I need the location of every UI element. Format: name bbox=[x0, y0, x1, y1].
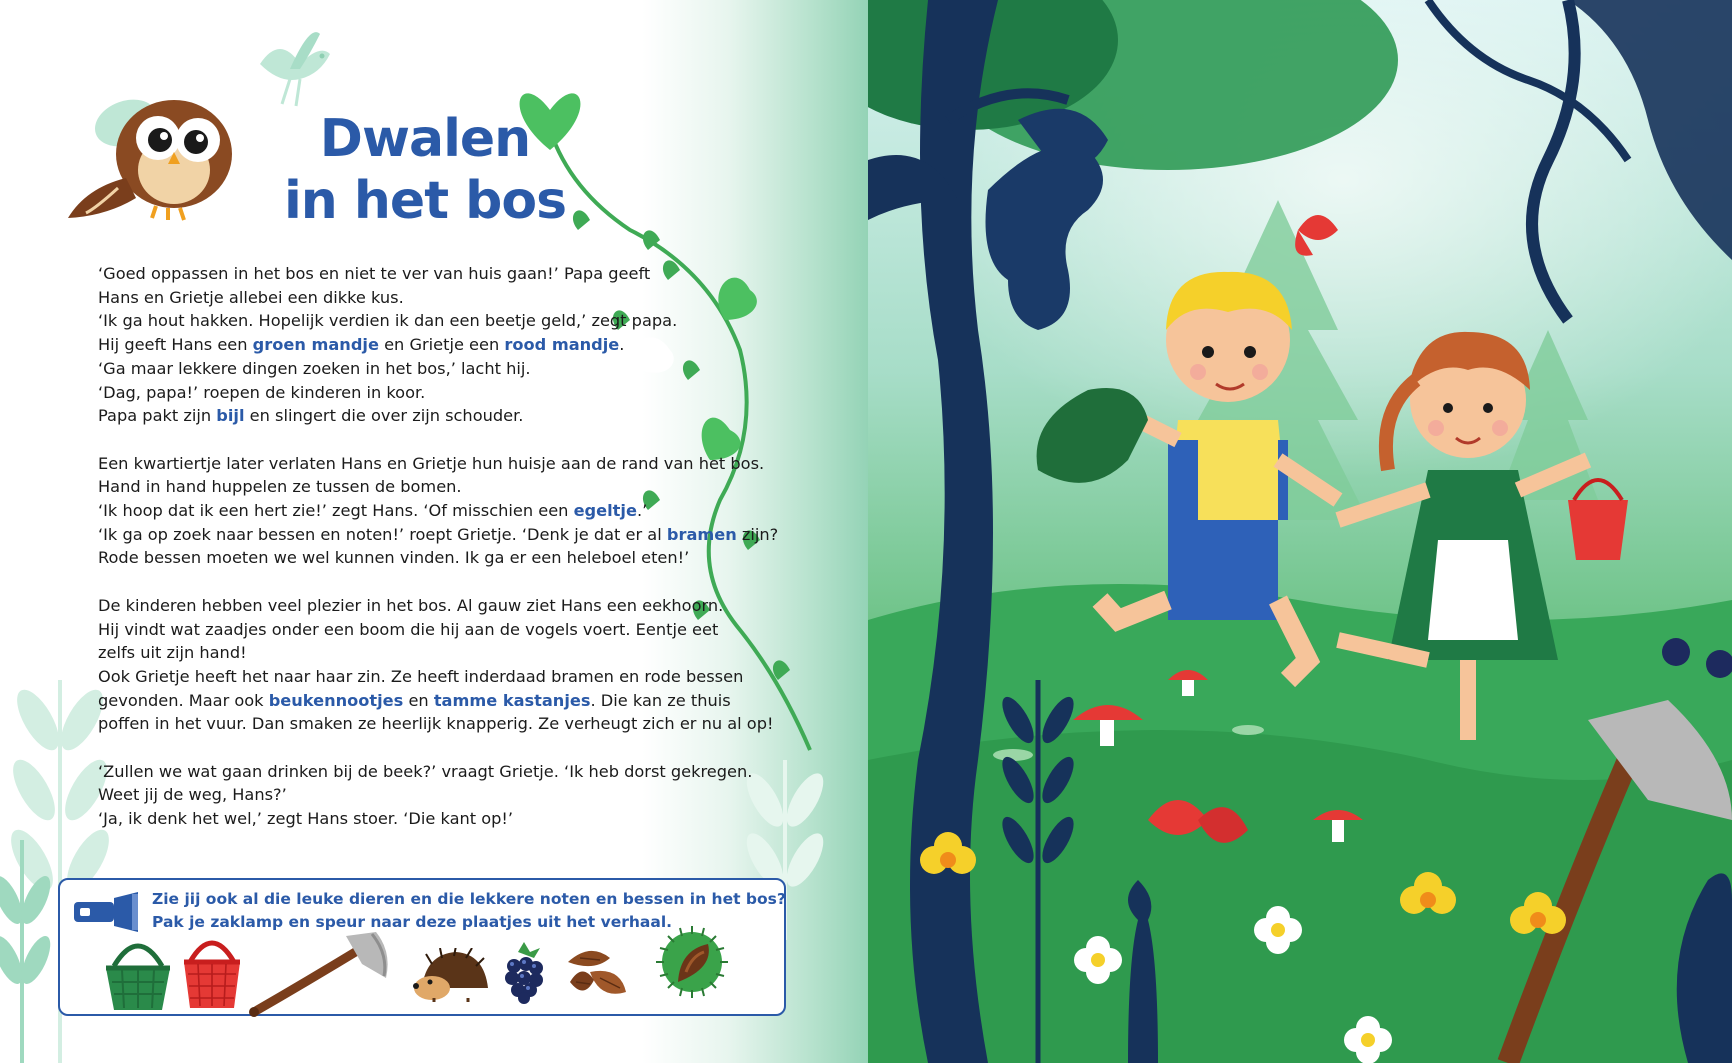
story-highlight-word: rood mandje bbox=[504, 335, 620, 355]
red-basket-icon bbox=[182, 930, 242, 1012]
story-text bbox=[98, 262, 788, 855]
story-text-segment: . bbox=[619, 335, 625, 355]
story-line bbox=[98, 689, 788, 713]
story-line: ‘Ga maar lekkere dingen zoeken in het bos,’ lacht hij. bbox=[98, 358, 531, 378]
blackberry-icon bbox=[502, 940, 546, 1004]
story-line: De kinderen hebben veel plezier in het bos. Al gauw ziet Hans een eekhoorn. bbox=[98, 595, 724, 615]
story-highlight-word: bijl bbox=[216, 406, 245, 426]
story-paragraph bbox=[98, 760, 788, 831]
story-line: Een kwartiertje later verlaten Hans en Grietje hun huisje aan de rand van het bos. bbox=[98, 453, 765, 473]
hedgehog-icon bbox=[412, 948, 490, 1004]
story-text-segment: Hij geeft Hans een bbox=[98, 335, 253, 355]
story-line: poffen in het vuur. Dan smaken ze heerlijk knapperig. Ze verheugt zich er nu al op! bbox=[98, 714, 774, 734]
story-text-segment: en slingert die over zijn schouder. bbox=[244, 406, 524, 426]
story-line bbox=[98, 333, 788, 357]
story-line: Hij vindt wat zaadjes onder een boom die hij aan de vogels voert. Eentje eet bbox=[98, 619, 719, 639]
story-line: ‘Ik ga hout hakken. Hopelijk verdien ik dan een beetje geld,’ zegt papa. bbox=[98, 311, 678, 331]
story-line bbox=[98, 523, 788, 547]
story-line: ‘Ja, ik denk het wel,’ zegt Hans stoer. ‘Die kant op!’ bbox=[98, 809, 514, 829]
search-line-2: Pak je zaklamp en speur naar deze plaatjes uit het verhaal. bbox=[152, 913, 673, 931]
story-line bbox=[98, 404, 788, 428]
story-line: ‘Dag, papa!’ roepen de kinderen in koor. bbox=[98, 382, 426, 402]
story-line: Weet jij de weg, Hans?’ bbox=[98, 785, 287, 805]
story-text-segment: .’ bbox=[636, 501, 648, 521]
page-title bbox=[250, 108, 600, 232]
forest-illustration bbox=[868, 0, 1732, 1063]
story-line bbox=[98, 499, 788, 523]
story-line: Hans en Grietje allebei een dikke kus. bbox=[98, 287, 404, 307]
beechnut-icon bbox=[560, 942, 630, 1002]
story-paragraph bbox=[98, 594, 788, 736]
story-text-segment: gevonden. Maar ook bbox=[98, 690, 269, 710]
owl-icon bbox=[56, 78, 246, 228]
story-highlight-word: beukennootjes bbox=[268, 690, 404, 710]
story-text-segment: ‘Ik hoop dat ik een hert zie!’ zegt Hans. ‘Of misschien een bbox=[98, 501, 574, 521]
story-line: Rode bessen moeten we wel kunnen vinden. Ik ga er een heleboel eten!’ bbox=[98, 548, 690, 568]
story-text-segment: . Die kan ze thuis bbox=[590, 690, 731, 710]
title-line-2: in het bos bbox=[283, 171, 567, 231]
story-paragraph bbox=[98, 452, 788, 571]
story-paragraph bbox=[98, 262, 788, 428]
story-text-segment: zijn? bbox=[736, 524, 779, 544]
bird-icon bbox=[250, 24, 350, 114]
story-line: Ook Grietje heeft het naar haar zin. Ze heeft inderdaad bramen en rode bessen bbox=[98, 666, 744, 686]
chestnut-icon bbox=[652, 922, 732, 1002]
axe-icon bbox=[246, 932, 396, 1018]
story-highlight-word: egeltje bbox=[573, 501, 637, 521]
forest-scene bbox=[868, 0, 1732, 1063]
story-text-segment: en Grietje een bbox=[378, 335, 505, 355]
title-line-1: Dwalen bbox=[319, 109, 531, 169]
story-line: ‘Zullen we wat gaan drinken bij de beek?’ vraagt Grietje. ‘Ik heb dorst gekregen. bbox=[98, 761, 753, 781]
flashlight-icon bbox=[72, 892, 142, 932]
story-text-segment: ‘Ik ga op zoek naar bessen en noten!’ roept Grietje. ‘Denk je dat er al bbox=[98, 524, 667, 544]
story-line: Hand in hand huppelen ze tussen de bomen. bbox=[98, 477, 462, 497]
story-highlight-word: bramen bbox=[666, 524, 737, 544]
story-text-segment: en bbox=[403, 690, 434, 710]
story-highlight-word: tamme kastanjes bbox=[433, 690, 591, 710]
search-challenge-box bbox=[58, 878, 786, 1016]
story-line: ‘Goed oppassen in het bos en niet te ver van huis gaan!’ Papa geeft bbox=[98, 264, 651, 283]
green-basket-icon bbox=[102, 932, 174, 1014]
story-text-segment: Papa pakt zijn bbox=[98, 406, 217, 426]
search-line-1: Zie jij ook al die leuke dieren en die lekkere noten en bessen in het bos? bbox=[152, 890, 786, 908]
story-line: zelfs uit zijn hand! bbox=[98, 643, 247, 663]
story-highlight-word: groen mandje bbox=[252, 335, 379, 355]
